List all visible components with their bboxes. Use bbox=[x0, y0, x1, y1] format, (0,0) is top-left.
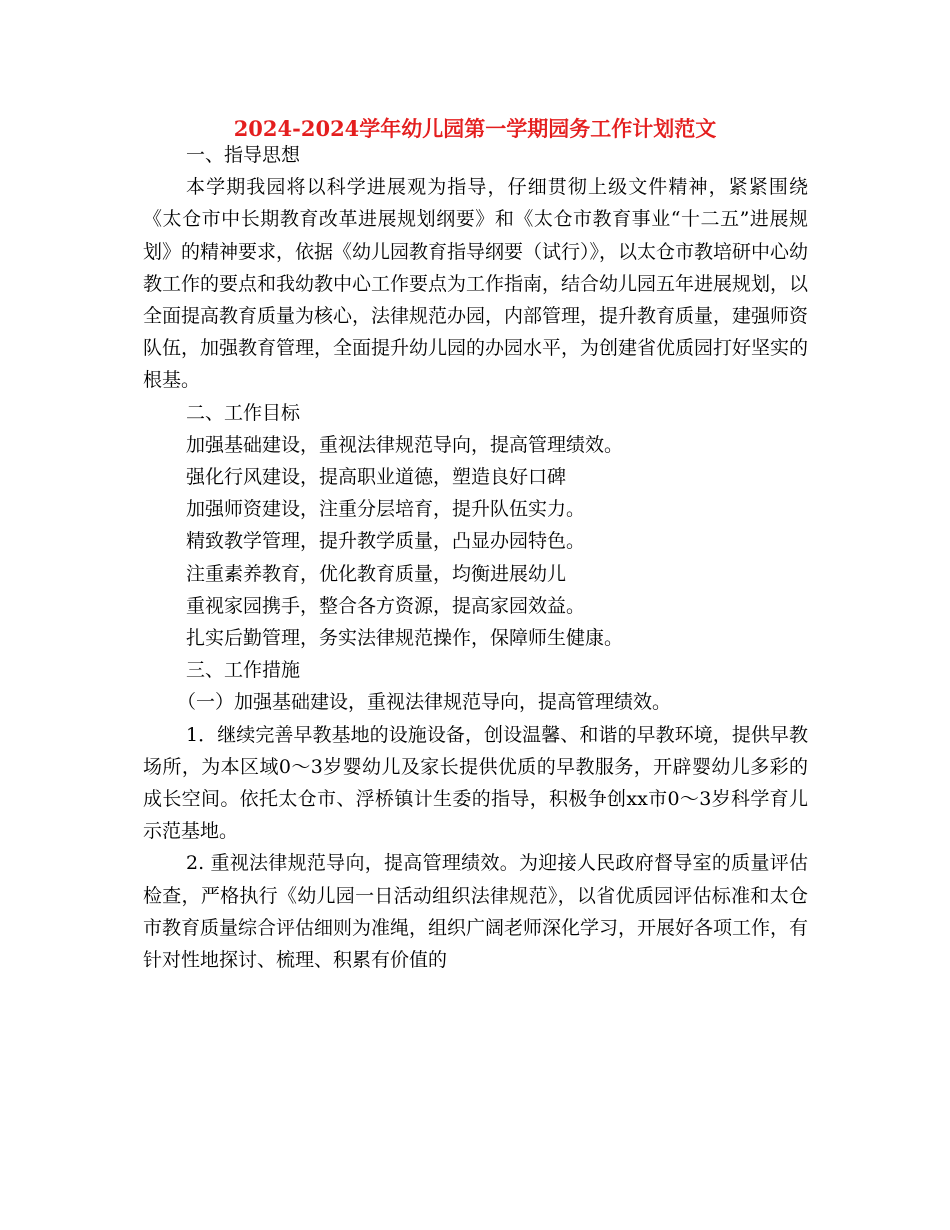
goal-item: 加强基础建设，重视法律规范导向，提高管理绩效。 bbox=[186, 433, 624, 456]
section-heading-work-goals: 二、工作目标 bbox=[186, 401, 301, 424]
goal-item: 强化行风建设，提高职业道德，塑造良好口碑 bbox=[186, 466, 567, 489]
goal-item: 加强师资建设，注重分层培育，提升队伍实力。 bbox=[186, 498, 586, 521]
measure-item-2: 2. 重视法律规范导向，提高管理绩效。为迎接人民政府督导室的质量评估检查，严格执行《幼儿园一日活动组织法律规范》，以省优质园评估标准和太仓市教育质量综合评估细则为准绳，组织广阔老师深化学习，开展好各项工作，有针对性地探讨、梳理、积累有价值的 bbox=[143, 852, 809, 972]
section-heading-work-measures: 三、工作措施 bbox=[186, 659, 301, 682]
goal-item: 精致教学管理，提升教学质量，凸显办园特色。 bbox=[186, 530, 586, 553]
section-heading-guiding-ideology: 一、指导思想 bbox=[186, 144, 301, 166]
goal-item: 扎实后勤管理，务实法律规范操作，保障师生健康。 bbox=[186, 627, 624, 650]
document-title: 2024-2024学年幼儿园第一学期园务工作计划范文 bbox=[233, 116, 717, 141]
paragraph-guiding-ideology: 本学期我园将以科学进展观为指导，仔细贯彻上级文件精神，紧紧围绕《太仓市中长期教育改革进展规划纲要》和《太仓市教育事业“十二五”进展规划》的精神要求，依据《幼儿园教育指导纲要（试行）》，以太仓市教培研中心幼教工作的要点和我幼教中心工作要点为工作指南，结合幼儿园五年进展规划，以全面提高教育质量为核心，法律规范办园，内部管理，提升教育质量，建强师资队伍，加强教育管理，全面提升幼儿园的办园水平，为创建省优质园打好坚实的根基。 bbox=[143, 176, 809, 392]
goal-item: 注重素养教育，优化教育质量，均衡进展幼儿 bbox=[186, 562, 567, 585]
sub-heading-basic-construction: （一）加强基础建设，重视法律规范导向，提高管理绩效。 bbox=[177, 691, 672, 714]
measure-item-1: 1．继续完善早教基地的设施设备，创设温馨、和谐的早教环境，提供早教场所，为本区域0～3岁婴幼儿及家长提供优质的早教服务，开辟婴幼儿多彩的成长空间。依托太仓市、浮桥镇计生委的指导，积极争创xx市0～3岁科学育儿示范基地。 bbox=[143, 723, 808, 843]
goal-item: 重视家园携手，整合各方资源，提高家园效益。 bbox=[186, 594, 586, 617]
document-body bbox=[143, 139, 808, 976]
